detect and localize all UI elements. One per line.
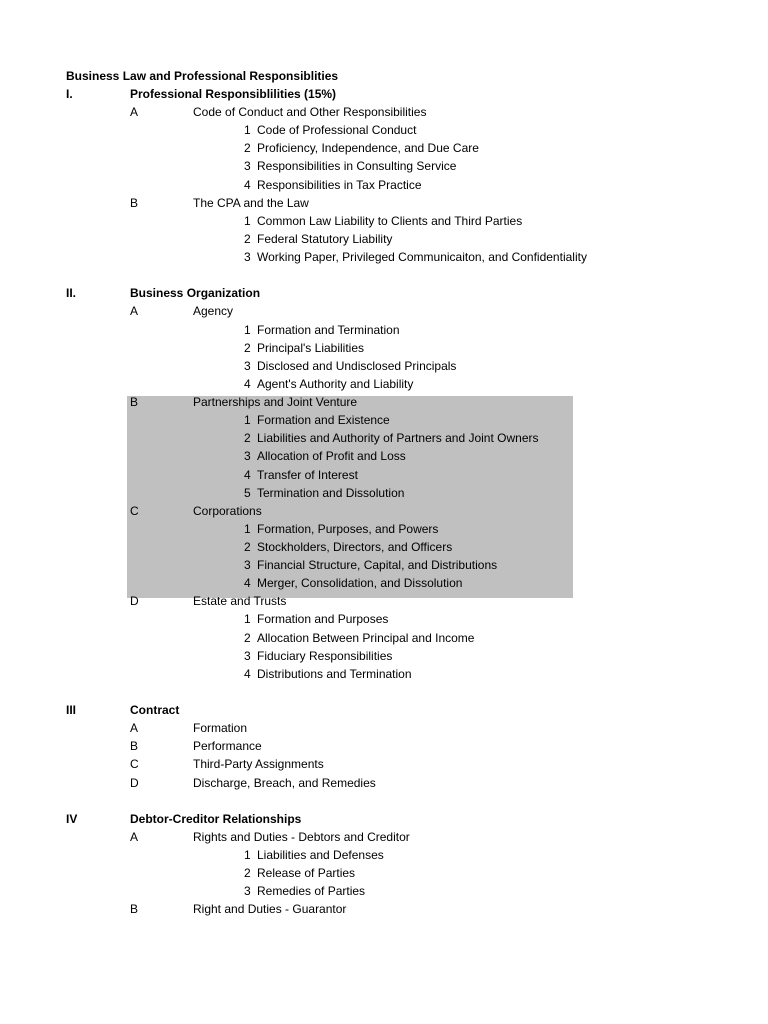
outline-item <box>0 900 768 918</box>
subitem-text <box>244 556 497 574</box>
section-numeral: IV <box>66 811 78 826</box>
section-numeral: II. <box>66 286 77 301</box>
subitem-label: Allocation of Profit and Loss <box>257 449 406 464</box>
outline-subitem <box>0 647 768 665</box>
outline-item <box>0 774 768 792</box>
outline-item <box>0 393 768 411</box>
outline-subitem <box>0 520 768 538</box>
subitem-number: 2 <box>244 540 251 554</box>
outline-subitem <box>0 882 768 900</box>
subitem-label: Transfer of Interest <box>257 467 358 482</box>
subitem-number: 1 <box>244 213 251 228</box>
document-title-row <box>0 67 768 85</box>
document-title: Business Law and Professional Responsiblities <box>66 69 339 83</box>
subitem-label: Code of Professional Conduct <box>257 123 417 138</box>
subitem-text <box>244 574 462 592</box>
subitem-text <box>244 864 355 882</box>
subitem-number: 4 <box>244 666 251 681</box>
outline-subitem <box>0 846 768 864</box>
item-label: Formation <box>193 721 248 736</box>
subitem-label: Disclosed and Undisclosed Principals <box>257 358 457 373</box>
item-label: Agency <box>193 304 234 319</box>
subitem-text <box>244 212 522 230</box>
subitem-text <box>244 321 400 339</box>
subitem-number: 1 <box>244 322 251 337</box>
item-letter: C <box>130 503 139 518</box>
subitem-text <box>244 846 384 864</box>
subitem-text <box>244 411 390 429</box>
outline-subitem <box>0 321 768 339</box>
outline-subitem <box>0 484 768 502</box>
item-label: Partnerships and Joint Venture <box>193 395 358 410</box>
item-letter: B <box>130 739 139 754</box>
subitem-label: Formation, Purposes, and Powers <box>257 521 439 536</box>
subitem-text <box>244 629 474 647</box>
subitem-text <box>244 357 456 375</box>
subitem-number: 2 <box>244 866 251 881</box>
item-letter: A <box>130 721 139 736</box>
subitem-text <box>244 139 479 157</box>
outline-subitem <box>0 429 768 447</box>
subitem-label: Stockholders, Directors, and Officers <box>257 540 453 554</box>
subitem-text <box>244 429 538 447</box>
section-title: Professional Responsiblilities (15%) <box>130 87 337 101</box>
subitem-label: Common Law Liability to Clients and Third Parties <box>257 213 523 228</box>
subitem-text <box>244 647 392 665</box>
subitem-number: 1 <box>244 612 251 627</box>
outline-item <box>0 194 768 212</box>
outline-item <box>0 719 768 737</box>
subitem-label: Formation and Existence <box>257 413 390 428</box>
outline-subitem <box>0 121 768 139</box>
subitem-text <box>244 520 438 538</box>
item-label: Corporations <box>193 503 262 518</box>
subitem-label: Allocation Between Principal and Income <box>257 630 475 645</box>
item-letter: D <box>130 775 139 790</box>
subitem-number: 5 <box>244 485 251 500</box>
subitem-number: 3 <box>244 558 251 573</box>
item-letter: C <box>130 757 139 772</box>
item-label: Code of Conduct and Other Responsibilities <box>193 105 427 120</box>
outline-subitem <box>0 864 768 882</box>
outline-subitem <box>0 538 768 556</box>
subitem-number: 2 <box>244 340 251 355</box>
subitem-number: 3 <box>244 250 251 265</box>
item-letter: A <box>130 304 139 319</box>
subitem-text <box>244 882 365 900</box>
subitem-label: Release of Parties <box>257 866 356 881</box>
subitem-label: Liabilities and Defenses <box>257 848 384 863</box>
subitem-number: 2 <box>244 630 251 645</box>
subitem-number: 3 <box>244 358 251 373</box>
section-numeral: III <box>66 703 77 718</box>
item-label: Rights and Duties - Debtors and Creditor <box>193 829 410 844</box>
outline-item <box>0 755 768 773</box>
subitem-text <box>244 339 364 357</box>
outline-subitem <box>0 447 768 465</box>
outline-subitem <box>0 610 768 628</box>
subitem-label: Principal's Liabilities <box>257 340 365 355</box>
outline-subitem <box>0 176 768 194</box>
subitem-label: Termination and Dissolution <box>257 485 405 500</box>
subitem-label: Distributions and Termination <box>257 666 412 681</box>
outline-item <box>0 502 768 520</box>
subitem-number: 2 <box>244 231 251 246</box>
outline-subitem <box>0 248 768 266</box>
subitem-text <box>244 375 413 393</box>
outline-item <box>0 828 768 846</box>
item-label: Performance <box>193 739 262 754</box>
item-label: Third-Party Assignments <box>193 757 324 772</box>
section-heading <box>0 810 768 828</box>
subitem-text <box>244 538 452 556</box>
outline-subitem <box>0 556 768 574</box>
outline-subitem <box>0 665 768 683</box>
outline-subitem <box>0 466 768 484</box>
outline-subitem <box>0 139 768 157</box>
outline-subitem <box>0 212 768 230</box>
item-letter: B <box>130 395 139 410</box>
subitem-number: 1 <box>244 848 251 863</box>
subitem-text <box>244 665 412 683</box>
item-letter: A <box>130 105 139 120</box>
item-label: Estate and Trusts <box>193 594 287 609</box>
subitem-number: 4 <box>244 576 251 591</box>
subitem-text <box>244 121 416 139</box>
subitem-text <box>244 176 422 194</box>
item-letter: D <box>130 594 139 609</box>
subitem-number: 2 <box>244 141 251 156</box>
subitem-label: Agent's Authority and Liability <box>257 376 414 391</box>
subitem-text <box>244 230 392 248</box>
subitem-label: Merger, Consolidation, and Dissolution <box>257 576 463 591</box>
subitem-number: 4 <box>244 177 251 192</box>
section-title: Debtor-Creditor Relationships <box>130 811 302 826</box>
outline-subitem <box>0 357 768 375</box>
subitem-number: 1 <box>244 123 251 138</box>
outline-item <box>0 737 768 755</box>
subitem-label: Formation and Purposes <box>257 612 389 627</box>
outline-subitem <box>0 339 768 357</box>
subitem-text <box>244 610 388 628</box>
subitem-text <box>244 248 587 266</box>
item-label: Right and Duties - Guarantor <box>193 902 347 917</box>
section-title: Business Organization <box>130 286 261 301</box>
outline-subitem <box>0 629 768 647</box>
subitem-text <box>244 157 456 175</box>
outline-subitem <box>0 574 768 592</box>
subitem-label: Financial Structure, Capital, and Distributions <box>257 558 498 573</box>
subitem-label: Responsibilities in Consulting Service <box>257 159 457 174</box>
subitem-label: Responsibilities in Tax Practice <box>257 177 422 192</box>
outline-subitem <box>0 230 768 248</box>
outline-subitem <box>0 411 768 429</box>
subitem-number: 3 <box>244 159 251 174</box>
subitem-label: Formation and Termination <box>257 322 400 337</box>
subitem-text <box>244 484 404 502</box>
subitem-number: 2 <box>244 431 251 446</box>
item-letter: B <box>130 195 139 210</box>
section-numeral: I. <box>66 87 73 101</box>
subitem-number: 3 <box>244 884 251 899</box>
outline-item <box>0 103 768 121</box>
subitem-number: 3 <box>244 449 251 464</box>
subitem-number: 1 <box>244 521 251 536</box>
section-heading <box>0 85 768 103</box>
section-title: Contract <box>130 703 180 718</box>
subitem-number: 4 <box>244 376 251 391</box>
item-label: Discharge, Breach, and Remedies <box>193 775 376 790</box>
subitem-number: 3 <box>244 648 251 663</box>
subitem-number: 4 <box>244 467 251 482</box>
subitem-label: Liabilities and Authority of Partners and Joint Owners <box>257 431 539 446</box>
subitem-text <box>244 466 358 484</box>
item-label: The CPA and the Law <box>193 195 309 210</box>
outline-subitem <box>0 157 768 175</box>
item-letter: B <box>130 902 139 917</box>
subitem-label: Proficiency, Independence, and Due Care <box>257 141 479 156</box>
outline-item <box>0 592 768 610</box>
outline-item <box>0 302 768 320</box>
outline-subitem <box>0 375 768 393</box>
section-heading <box>0 284 768 302</box>
subitem-label: Remedies of Parties <box>257 884 366 899</box>
subitem-text <box>244 447 406 465</box>
subitem-label: Fiduciary Responsibilities <box>257 648 393 663</box>
subitem-label: Working Paper, Privileged Communicaiton, and Confidentiality <box>257 250 587 265</box>
item-letter: A <box>130 829 139 844</box>
section-heading <box>0 701 768 719</box>
subitem-number: 1 <box>244 413 251 428</box>
subitem-label: Federal Statutory Liability <box>257 231 393 246</box>
